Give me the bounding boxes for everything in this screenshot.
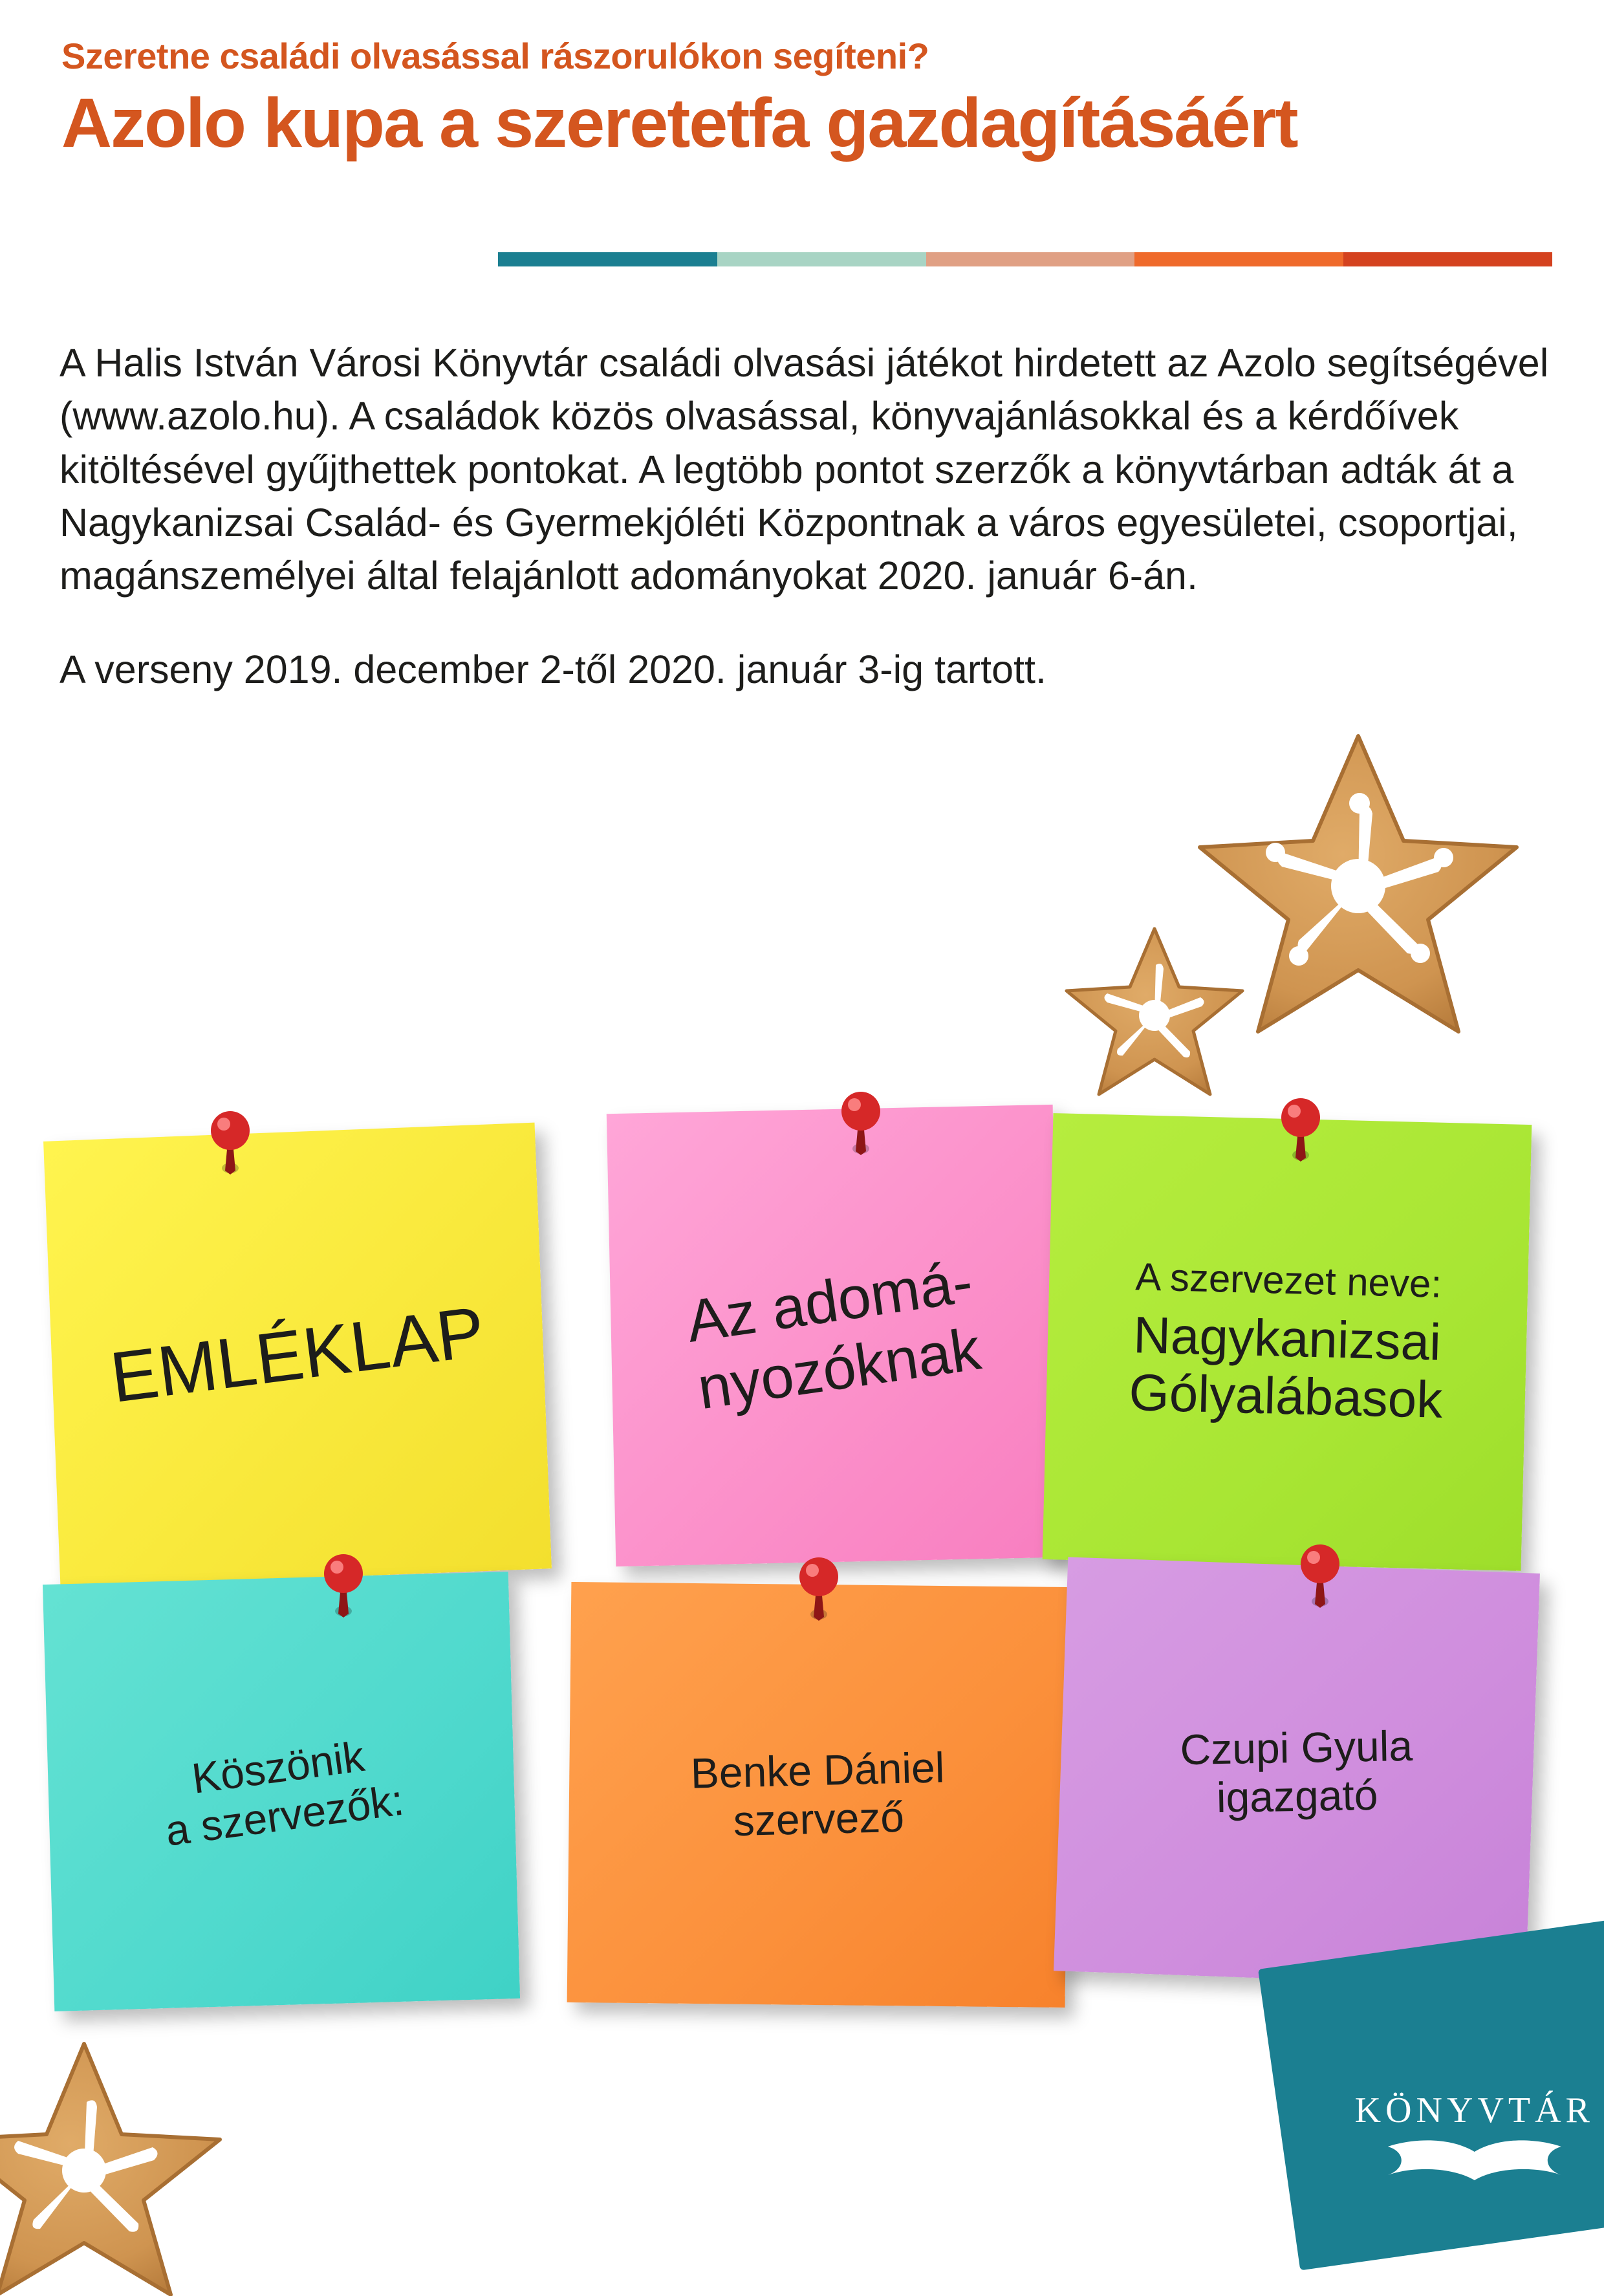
kicker-text: Szeretne családi olvasással rászorulókon segíteni? [61,36,929,76]
library-logo-block [1258,1919,1604,2270]
color-rule-segment-2 [717,252,926,266]
note-benke-daniel-label: Benke Dániel szervező [689,1742,946,1845]
star-cookie-icon [1190,731,1526,1054]
note-szervezet-name: Nagykanizsai Gólyalábasok [1128,1305,1444,1429]
note-emleklap[interactable] [43,1123,552,1588]
note-czupi-gyula-label: Czupi Gyula igazgató [1179,1721,1413,1822]
color-rule-divider [498,252,1552,266]
body-paragraph-1: A Halis István Városi Könyvtár családi olvasási játékot hirdetett az Azolo segítségével (www.azolo.hu). A családok közös olvasással, könyvajánlásokkal és a kérdőívek kitöltésével gyűjthettek pontokat. A legtöbb pontot szerzők a könyvtárban adták át a Nagykanizsai Család- és Gyermekjóléti Központnak a város egyesületei, csoportjai, magánszemélyei által felajánlott adományokat 2020. január 6-án. [60,341,1549,598]
note-adomanyozoknak[interactable] [607,1105,1063,1566]
note-szervezet-label: A szervezet neve: [1134,1255,1442,1306]
color-rule-segment-5 [1343,252,1552,266]
note-benke-daniel[interactable] [567,1582,1070,2008]
color-rule-segment-1 [498,252,717,266]
open-book-icon [1378,2135,1572,2185]
note-emleklap-label: EMLÉKLAP [106,1292,489,1418]
library-wordmark: KÖNYVTÁR [1354,2090,1594,2130]
body-paragraph-2: A verseny 2019. december 2-től 2020. január 3-ig tartott. [60,647,1046,691]
note-koszonik[interactable] [43,1572,520,2011]
page-title: Azolo kupa a szeretetfa gazdagításáért [61,83,1297,162]
note-adomanyozoknak-label: Az adomá- nyozóknak [682,1248,985,1422]
note-szervezet[interactable] [1043,1113,1532,1571]
color-rule-segment-4 [1134,252,1343,266]
color-rule-segment-3 [926,252,1135,266]
note-czupi-gyula[interactable] [1054,1557,1540,1987]
note-koszonik-label: Köszönik a szervezők: [162,1731,407,1855]
corner-star-cookie-icon [0,2037,226,2296]
sticky-notes-board [0,1067,1604,2037]
body-copy [60,336,1560,696]
poster-header [61,36,1549,160]
